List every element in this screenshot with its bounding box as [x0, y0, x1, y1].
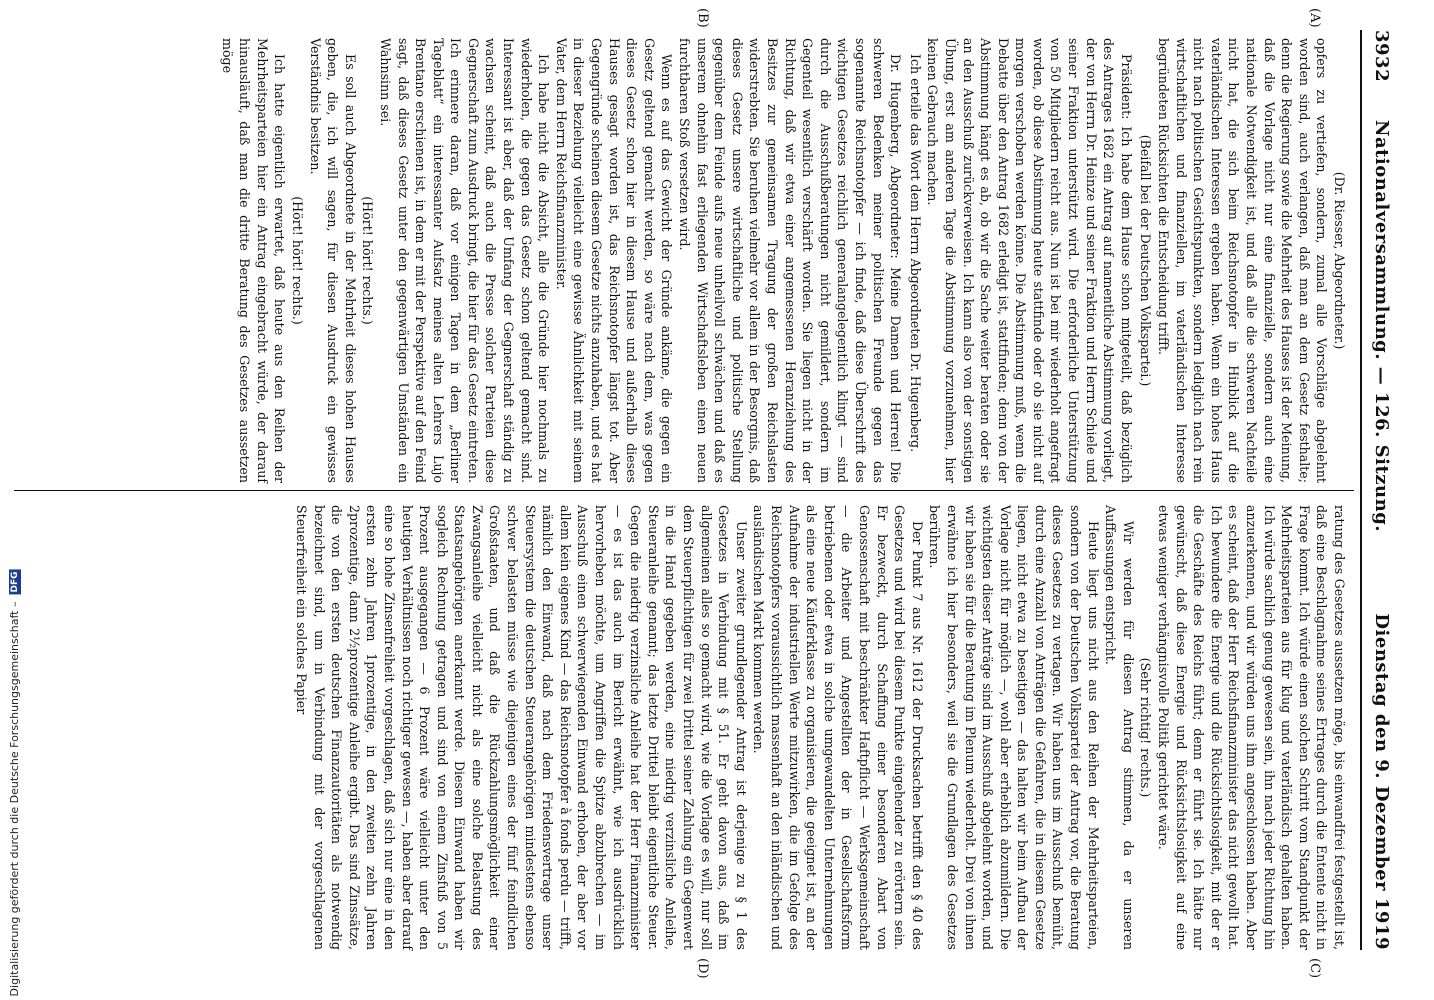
credit-text: Digitalisierung gefördert durch die Deutsche Forschungsgemeinschaft – [7, 601, 21, 996]
speaker-note: (Dr. Riesser, Abgeordneter.) [1332, 171, 1347, 350]
header-rule [1360, 30, 1362, 950]
response-note: (Hört! hört! rechts.) [360, 196, 376, 325]
paragraph: Wenn es auf das Gewicht der Gründe ankäme, die gegen ein Gesetz geltend gemacht werden, so wäre nach dem, was gegen dieses Gesetz schon hier in diesem Hause und außerhalb dieses Hauses gesagt worden ist, das Reichsnotopfer längst tot. Aber Gegengründe scheinen diesem Gesetze nichts anzuhaben, und es hat in dieser Beziehung vielleicht eine gewisse Ähnlichkeit mit seinem Vater, dem Herrn Reichsfinanzminister. [553, 38, 675, 483]
paragraph: Es soll auch Abgeordnete in der Mehrheit dieses hohen Hauses geben, die, ich will sagen, für diesen Ausdruck ein gewisses Verständnis besitzen. [307, 38, 358, 483]
page-date: Dienstag den 9. Dezember 1919 [1371, 613, 1392, 950]
column-separator [14, 490, 1354, 491]
paragraph: Der Punkt 7 aus Nr. 1612 der Drucksachen betrifft den § 40 des Gesetzes und wird bei diesem Punkte eingehender zu erörtern sein. Er bezweckt, durch Schaffung einer besonderen Abart von Genossenschaft mit beschränkter Haftpflicht — Werksgemeinschaft — die Arbeiter und Angestellten der in Gesellschaftsform betriebenen oder etwa in solche umgewandelten Unternehmungen als eine neue Käuferklasse zu organisieren, die geeignet ist, an der Aufnahme der industriellen Werte mitzuwirken, die im Gefolge des Reichsnotopfers voraussichtlich massenhaft an den inländischen und ausländischen Markt kommen werden. [751, 505, 925, 950]
response-note: (Hört! hört! rechts.) [289, 196, 305, 325]
page-header [1366, 30, 1392, 950]
response-note: (Sehr richtig! rechts.) [1138, 657, 1154, 798]
margin-mark-c: (C) [1307, 958, 1322, 979]
right-column [292, 505, 1348, 950]
paragraph-hugenberg: Dr. Hugenberg, Abgeordneter: Meine Damen und Herren! Die schweren Bedenken meiner politischen Freunde gegen das sogenannte Reichsnotopfer — ich finde, daß diese Überschrift des wichtigen Gesetzes reichlich generalangelegentlich klingt — sind durch die Ausschußberatungen nicht gemildert, sondern im Gegenteil wesentlich verschärft worden. Sie liegen nicht in der Richtung, daß wir etwa einer angemessenen Heranziehung des Besitzes zur gemeinsamen Tragung der großen Reichslasten widerstrebten. Sie beruhen vielmehr vor allem in der Besorgnis, daß dieses Gesetz unsere wirtschaftliche und politische Stellung gegenüber dem Feinde aufs neue unheilvoll schwächen und daß es unserem ohnehin fast erliegenden Wirtschaftsleben einen neuen furchtbaren Stoß versetzen wird. [677, 38, 904, 483]
paragraph: Unser zweiter grundlegender Antrag ist derjenige zu § 1 des Gesetzes in Verbindung mit § 51. Er geht davon aus, daß im allgemeinen alles so gemacht wird, wie die Vorlage es will, nur soll dem Steuerpflichtigen für zwei Drittel seiner Zahlung ein Gegenwert in die Hand gegeben werden, eine niedrig verzinsliche Anleihe, Steueranleihe genannt; das letzte Drittel bleibt eigentliche Steuer. Gegen die niedrig verzinsliche Anleihe hat der Herr Finanzminister — es ist das auch im Bericht erwähnt, wie ich ausdrücklich hervorheben möchte, um Angriffen die Spitze abzubrechen — im Ausschuß einen schwerwiegenden Einwand erhoben, der aber vor allem kein eigenes Kind — das Reichsnotopfer à fonds perdu — trifft, nämlich den Einwand, daß nach dem Friedensvertrage unser Steuersystem die deutschen Steuerangehörigen mindestens ebenso schwer belasten müsse wie diejenigen eines der fünf feindlichen Großstaaten, und daß die Rückzahlungsmöglichkeit einer Zwangsanleihe vielleicht nicht als eine solche Belastung des Staatsangehörigen anerkannt werde. Diesem Einwand haben wir sogleich Rechnung getragen und sind von einem Zinsfuß von 5 Prozent ausgegangen — 6 Prozent wäre vielleicht unter den heutigen Verhältnissen noch richtiger gewesen —, haben aber darauf eine so hohe Zinsenfreiheit vorgeschlagen, daß sich nur eine in den ersten zehn Jahren 1prozentige, in den zweiten zehn Jahren 2prozentige, dann 2½prozentige Anleihe ergibt. Das sind Zinssätze, die von den ersten deutschen Finanzautoritäten als notwendig bezeichnet sind, um in Verbindung mit der vorgeschlagenen Steuerfreiheit ein solches Papier [293, 505, 749, 950]
left-column [218, 38, 1348, 483]
paragraph: Wir werden für diesen Antrag stimmen, da er unseren Auffassungen entspricht. [1103, 505, 1136, 950]
paragraph: Ich habe nicht die Absicht, alle die Gründe hier nochmals zu wiederholen, die gegen das Gesetz schon geltend gemacht sind. Interessant ist aber, daß der Umfang der Gegnerschaft ständig zu wachsen scheint, daß auch die Presse solcher Parteien diese Gegnerschaft zum Ausdruck bringt, die hier für das Gesetz eintreten. Ich erinnere daran, daß vor einigen Tagen in dem „Berliner Tageblatt“ ein interessanter Aufsatz meines alten Lehrers Lujo Brentano erschienen ist, in dem er mit der Perspektive auf den Feind sagt, daß dieses Gesetz unter den gegenwärtigen Umständen ein Wahnsinn sei. [377, 38, 552, 483]
margin-mark-b: (B) [695, 8, 710, 28]
paragraph: Ich hatte eigentlich erwartet, daß heute aus den Reihen der Mehrheitsparteien hier ein Antrag eingebracht würde, der darauf hinausläuft, daß man die dritte Beratung des Gesetzes aussetzen möge [219, 38, 288, 483]
paragraph: Heute liegt uns nicht aus den Reihen der Mehrheitsparteien, sondern von der Deutschen Volkspartei der Antrag vor, die Beratung dieses Gesetzes zu vertagen. Wir haben uns im Ausschuß bemüht, durch eine Anzahl von Anträgen die Gefahren, die in diesem Gesetze liegen, nicht etwa zu beseitigen — das halten wir beim Aufbau der Vorlage nicht für möglich —, wohl aber erheblich abzumildern. Die wichtigsten dieser Anträge sind im Ausschuß abgelehnt worden, und wir haben sie für die Beratung im Plenum wiederholt. Drei von ihnen erwähne ich hier besonders, weil sie die Grundlagen des Gesetzes berühren. [927, 505, 1101, 950]
paragraph: Ich erteile das Wort dem Herrn Abgeordneten Dr. Hugenberg. [907, 54, 923, 453]
page-title: Nationalversammlung. — 126. Sitzung. [1371, 120, 1392, 533]
page-number: 3932 [1371, 30, 1392, 83]
paragraph: opfers zu vertiefen, sondern, zumal alle Vorschläge abgelehnt worden sind, auch verlangen, daß man an dem Gesetz festhalte; denn die Regierung sowie die Mehrheit des Hauses ist der Meinung, daß die Vorlage nicht nur eine finanzielle, sondern auch eine nationale Notwendigkeit ist, und daß alle die schweren Nachteile nicht hat, die sich beim Reichsnotopfer in Hinblick auf die vaterländischen Interessen ergeben haben. Wenn ein hohes Haus nicht nach politischen Gesichtspunkten, sondern lediglich nach rein wirtschaftlichen und finanziellen, im vaterländischen Interesse begründeten Rücksichten die Entscheidung trifft. [1156, 38, 1330, 483]
dfg-logo: DFG [9, 570, 20, 592]
margin-mark-d: (D) [695, 958, 710, 979]
margin-mark-a: (A) [1307, 8, 1322, 28]
paragraph: ratung des Gesetzes aussetzen möge, bis einwandfrei festgestellt ist, daß eine Beschlagnahme seines Ertrages durch die Entente nicht in Frage kommt. Ich würde einen solchen Schritt vom Standpunkt der Mehrheitsparteien aus für klug und vaterländisch gehalten haben. Ich würde sachlich genug gewesen sein, ihn nach jeder Richtung hin anzuerkennen, und wir würden uns ihm angeschlossen haben. Aber es scheint, daß der Herr Reichsfinanzminister das nicht gewollt hat. Ich bewundere die Energie und die Rücksichtslosigkeit, mit der er die Geschäfte des Reichs führt; denn er führt sie. Ich hätte nur gewünscht, daß diese Energie und Rücksichtslosigkeit auf eine etwas weniger verhängnisvolle Politik gerichtet wäre. [1156, 505, 1347, 950]
paragraph-president: Präsident: Ich habe dem Hause schon mitgeteilt, daß bezüglich des Antrages 1682 ein Antrag auf namentliche Abstimmung vorliegt, der von Herrn Dr. Heinze und seiner Fraktion und Herrn Schiele und seiner Fraktion unterstützt wird. Die erforderliche Unterstützung von 50 Mitgliedern reicht aus. Nun ist bei mir wiederholt angefragt worden, ob diese Abstimmung heute stattfinde oder ob sie nicht auf morgen verschoben werden könne. Die Abstimmung muß, wenn die Debatte über den Antrag 1682 erledigt ist, stattfinden; denn von der Abstimmung hängt es ab, ob wir die Sache weiter beraten oder sie an den Ausschuß zurückverweisen. Ich kann also von der sonstigen Übung, erst am anderen Tage die Abstimmung vorzunehmen, hier keinen Gebrauch machen. [925, 38, 1134, 483]
applause-note: (Beifall bei der Deutschen Volkspartei.) [1138, 134, 1154, 387]
